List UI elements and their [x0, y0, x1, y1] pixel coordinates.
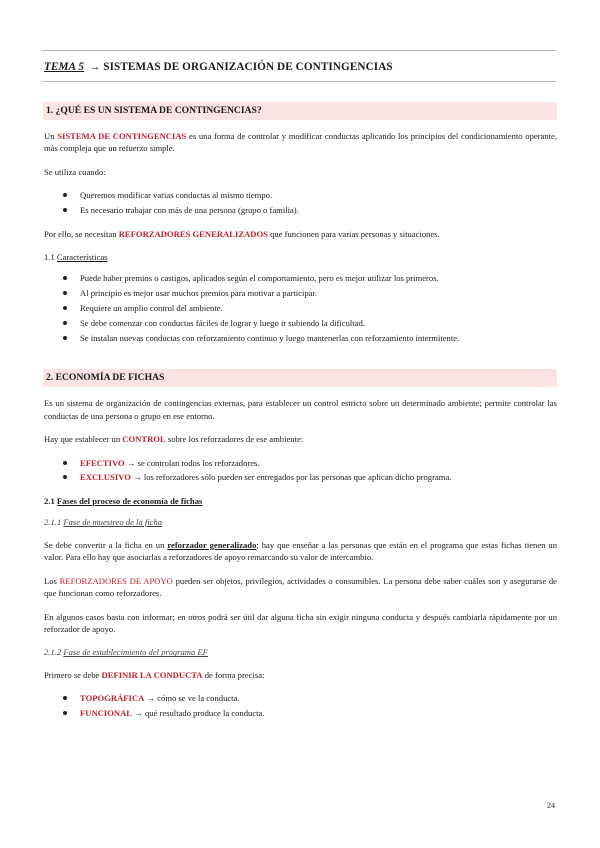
list-item [44, 471, 557, 483]
list-item: Al principio es mejor usar muchos premios para motivar a participar. [44, 287, 557, 299]
highlight-term: SISTEMA DE CONTINGENCIAS [57, 130, 187, 141]
text-run: ; hay que enseñar a las personas que están en el programa que estas fichas tienen un valor. Para ello hay que asociarlas a reforzadores de apoyo remarcando su valor de intercambio. [44, 539, 557, 563]
text-run: pueden ser objetos, privilegios, actividades o consumibles. La persona debe saber cuáles son y asegurarse de que funcionan como reforzadores. [44, 575, 557, 599]
paragraph-generalized-reinforcer [44, 539, 557, 564]
list-item: Se debe comenzar con conductas fáciles de lograr y luego ir subiendo la dificultad. [44, 317, 557, 329]
list-item: Es necesario trabajar con más de una persona (grupo o familia). [44, 204, 557, 216]
text-run: Por ello, se necesitan [44, 228, 119, 239]
text-run: Hay que establecer un [44, 434, 123, 445]
paragraph-generalized [44, 228, 557, 240]
paragraph-control [44, 433, 557, 445]
section-heading-2: 2. ECONOMÍA DE FICHAS [43, 369, 557, 387]
document-content [44, 102, 557, 731]
text-run: Se debe convertir a la ficha en un [44, 539, 168, 550]
highlight-term: DEFINIR LA CONDUCTA [101, 669, 203, 680]
paragraph-uses-intro: Se utiliza cuando: [44, 166, 106, 177]
paragraph-support-reinforcers [44, 575, 557, 600]
highlight-term: FUNCIONAL [80, 708, 133, 719]
subsection-title: Fase de muestreo de la ficha [63, 517, 163, 528]
paragraph-inform: En algunos casos basta con informar; en otros podrá ser útil dar alguna ficha sin exigir ninguna conducta y después cambiarla rápidamente por un reforzador de apoyo. [44, 611, 557, 635]
text-run: de forma precisa: [202, 669, 265, 680]
highlight-term: CONTROL [122, 434, 166, 445]
subsection-title: Fase de establecimiento del programa EF [63, 647, 208, 658]
subsection-title: Fases del proceso de economía de fichas [56, 495, 203, 506]
paragraph-define-behavior [44, 669, 557, 681]
highlight-term: EFECTIVO [80, 457, 125, 468]
title-rule [42, 81, 556, 82]
text-run: Un [44, 130, 58, 141]
list-item [44, 707, 557, 719]
list-item: Requiere un amplio control del ambiente. [44, 302, 557, 314]
top-rule [42, 50, 556, 51]
page-title [44, 59, 556, 75]
page-number: 24 [547, 801, 555, 810]
control-list [44, 457, 557, 484]
highlight-term: EXCLUSIVO [80, 472, 131, 483]
text-run: que funcionen para varias personas y situaciones. [267, 228, 440, 239]
highlight-term: TOPOGRÁFICA [80, 693, 145, 704]
subsubsection-heading-2-1-1 [44, 516, 557, 528]
text-run: Los [44, 575, 60, 586]
subsection-number: 2.1.1 [44, 517, 64, 528]
tema-label: TEMA 5 [44, 61, 85, 73]
highlight-term: REFORZADORES DE APOYO [59, 575, 173, 586]
text-run: → los reforzadores sólo pueden ser entregados por las personas que aplican dicho programa. [130, 472, 452, 483]
subsubsection-heading-2-1-2 [44, 646, 557, 658]
text-run: → cómo se ve la conducta. [144, 693, 240, 704]
highlight-term: REFORZADORES GENERALIZADOS [118, 228, 268, 239]
list-item [44, 457, 557, 469]
subsection-number: 1.1 [44, 252, 57, 263]
uses-list [44, 189, 557, 216]
subsection-heading-2-1 [44, 495, 557, 507]
features-list [44, 272, 557, 344]
section-spacer [44, 355, 557, 369]
tema-title: → SISTEMAS DE ORGANIZACIÓN DE CONTINGENCIAS [89, 61, 393, 73]
define-list [44, 692, 557, 719]
subsection-heading-1-1 [44, 251, 557, 263]
paragraph-definition [44, 130, 557, 155]
list-item: Queremos modificar varias conductas al mismo tiempo. [44, 189, 557, 201]
subsection-number: 2.1 [44, 495, 57, 506]
text-run: es una forma de controlar y modificar conductas aplicando los principios del condicionamiento operante, más compleja que un refuerzo simple. [44, 130, 558, 154]
text-run: sobre los reforzadores de ese ambiente: [165, 434, 304, 445]
subsection-title: Características [56, 252, 108, 263]
list-item: Puede haber premios o castigos, aplicados según el comportamiento, pero es mejor utilizar los primeros. [44, 272, 557, 284]
text-run: → qué resultado produce la conducta. [132, 708, 265, 719]
highlight-term: reforzador generalizado [167, 539, 257, 550]
subsection-number: 2.1.2 [44, 647, 64, 658]
text-run: Primero se debe [44, 669, 102, 680]
section-heading-1: 1. ¿QUÉ ES UN SISTEMA DE CONTINGENCIAS? [43, 102, 557, 120]
paragraph-token-economy: Es un sistema de organización de contingencias externas, para establecer un control estricto sobre un determinado ambiente; permite controlar las conductas de una persona o grupo en ese entorno. [44, 398, 557, 421]
text-run: → se controlan todos los reforzadores. [124, 457, 260, 468]
list-item [44, 692, 557, 704]
list-item: Se instalan nuevas conductas con reforzamiento continuo y luego mantenerlas con reforzamiento intermitente. [44, 332, 557, 344]
